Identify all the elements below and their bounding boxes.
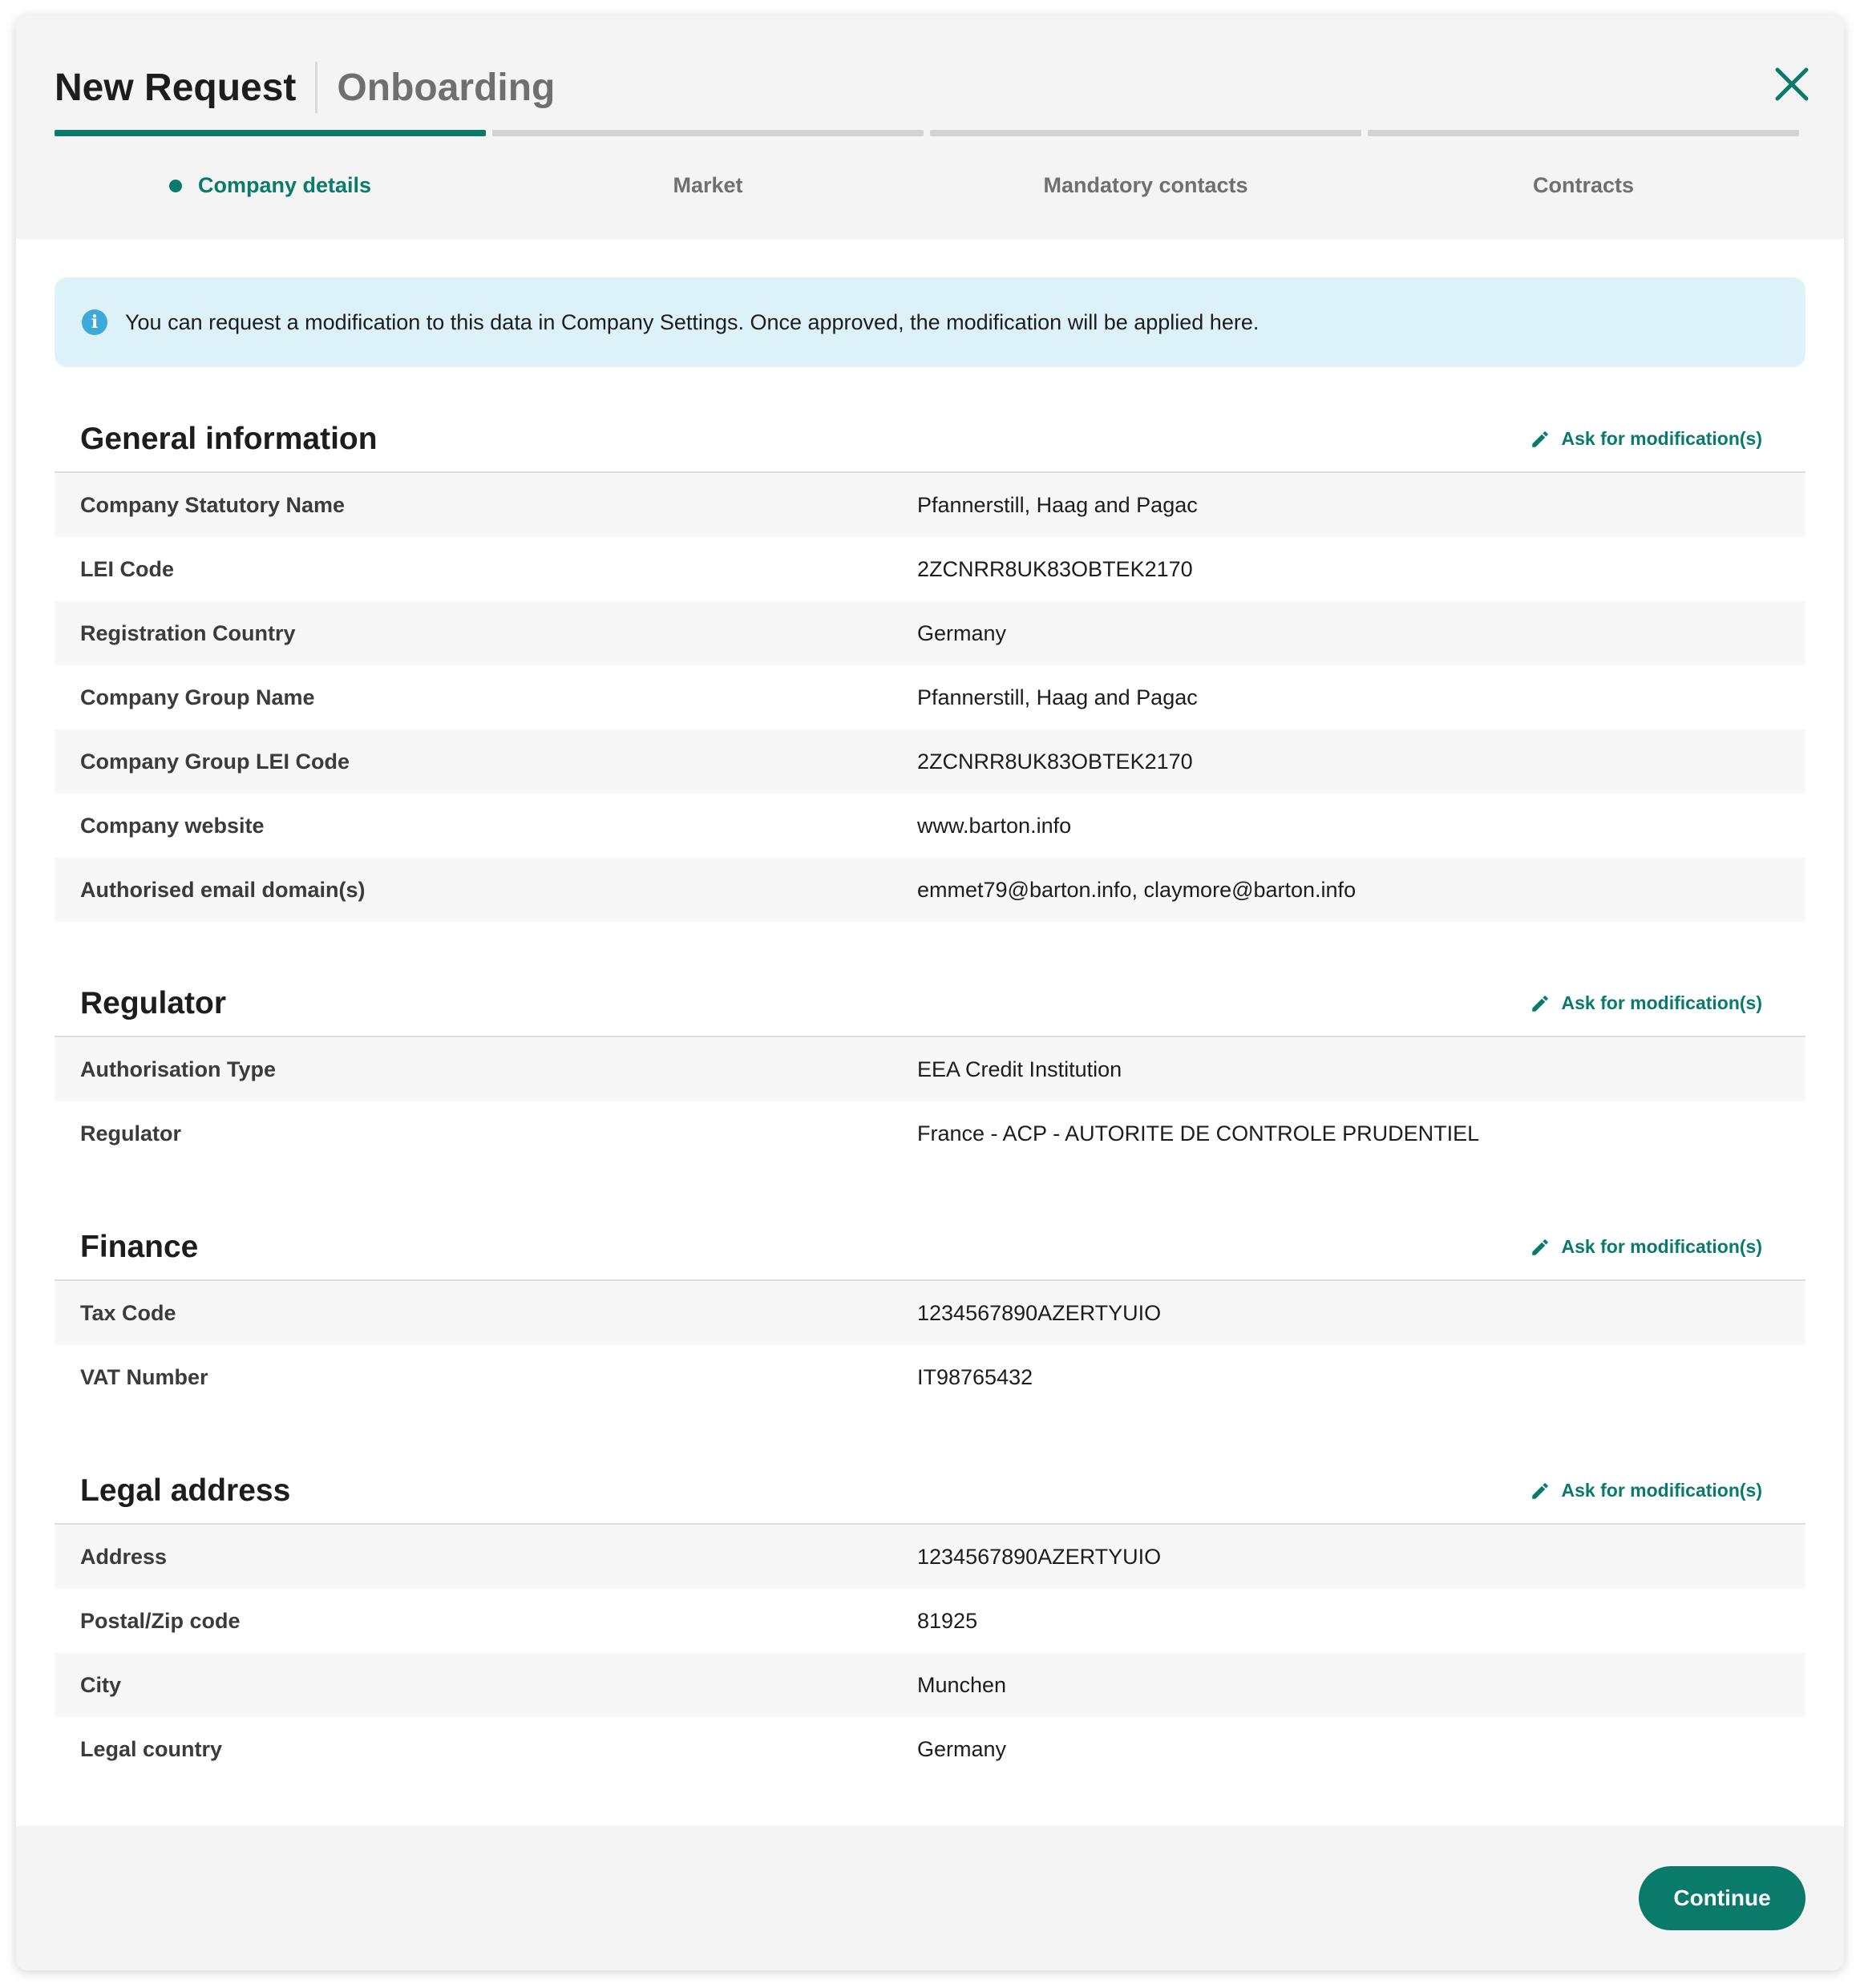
- section-title: Regulator: [80, 986, 227, 1020]
- field-value: Munchen: [917, 1672, 1007, 1697]
- field-row: [55, 1281, 1805, 1345]
- field-list: [55, 1525, 1805, 1781]
- field-value: France - ACP - AUTORITE DE CONTROLE PRUDENTIEL: [917, 1121, 1480, 1146]
- page-subtitle: Onboarding: [337, 66, 556, 109]
- pencil-icon: [1530, 1237, 1551, 1258]
- field-value: emmet79@barton.info, claymore@barton.info: [917, 877, 1357, 902]
- field-label: Authorised email domain(s): [80, 877, 366, 902]
- info-banner: [55, 277, 1805, 367]
- section-title: Finance: [80, 1230, 199, 1264]
- field-label: Company Group Name: [80, 685, 315, 709]
- ask-link-label: Ask for modification(s): [1561, 1236, 1762, 1257]
- field-label: Company website: [80, 813, 265, 838]
- field-list: [55, 1281, 1805, 1409]
- field-value: Germany: [917, 620, 1007, 645]
- pencil-icon: [1530, 429, 1551, 450]
- info-icon: i: [82, 309, 107, 335]
- field-value: www.barton.info: [917, 813, 1072, 838]
- field-row: [55, 794, 1805, 858]
- field-label: Registration Country: [80, 620, 296, 645]
- section-finance: [55, 1217, 1805, 1409]
- stepper-progress: [55, 130, 1799, 136]
- field-row: [55, 1101, 1805, 1166]
- section-title: Legal address: [80, 1473, 291, 1508]
- field-row: [55, 1717, 1805, 1781]
- field-label: Company Statutory Name: [80, 492, 346, 517]
- field-row: [55, 729, 1805, 794]
- ask-for-modification-link[interactable]: [1530, 1480, 1762, 1501]
- step-label: Market: [673, 173, 743, 197]
- modal-footer: [16, 1826, 1844, 1970]
- step-market[interactable]: [492, 173, 924, 198]
- onboarding-modal: [16, 16, 1844, 1970]
- field-row: [55, 1037, 1805, 1101]
- ask-link-label: Ask for modification(s): [1561, 428, 1762, 449]
- field-row: [55, 1653, 1805, 1717]
- field-value: Pfannerstill, Haag and Pagac: [917, 685, 1198, 709]
- field-row: [55, 601, 1805, 665]
- field-label: LEI Code: [80, 556, 175, 581]
- field-value: 2ZCNRR8UK83OBTEK2170: [917, 749, 1193, 774]
- field-row: [55, 665, 1805, 729]
- field-value: IT98765432: [917, 1364, 1033, 1389]
- step-mandatory-contacts[interactable]: [930, 173, 1361, 198]
- modal-body: [16, 239, 1844, 1810]
- field-label: City: [80, 1672, 122, 1697]
- field-value: EEA Credit Institution: [917, 1057, 1122, 1081]
- title-divider: [315, 62, 317, 113]
- field-value: 1234567890AZERTYUIO: [917, 1544, 1162, 1569]
- ask-for-modification-link[interactable]: [1530, 992, 1762, 1014]
- step-progress-segment: [1368, 130, 1799, 136]
- section-header: [55, 409, 1805, 473]
- close-icon: [1774, 67, 1809, 102]
- modal-header: [16, 16, 1844, 239]
- active-step-dot-icon: [169, 180, 182, 192]
- field-label: Legal country: [80, 1736, 223, 1761]
- ask-link-label: Ask for modification(s): [1561, 1480, 1762, 1501]
- section-header: [55, 1461, 1805, 1525]
- field-label: Address: [80, 1544, 168, 1569]
- stepper-labels: [55, 173, 1799, 198]
- title-row: [55, 51, 555, 123]
- ask-link-label: Ask for modification(s): [1561, 992, 1762, 1013]
- section-header: [55, 973, 1805, 1037]
- field-label: Company Group LEI Code: [80, 749, 350, 774]
- pencil-icon: [1530, 993, 1551, 1014]
- field-label: Regulator: [80, 1121, 182, 1146]
- page-title: New Request: [55, 66, 297, 109]
- field-value: 1234567890AZERTYUIO: [917, 1300, 1162, 1325]
- step-label: Contracts: [1532, 173, 1635, 197]
- step-label: Company details: [197, 173, 372, 197]
- field-value: 2ZCNRR8UK83OBTEK2170: [917, 556, 1193, 581]
- field-row: [55, 1589, 1805, 1653]
- pencil-icon: [1530, 1481, 1551, 1501]
- field-label: Tax Code: [80, 1300, 176, 1325]
- step-progress-segment: [492, 130, 924, 136]
- close-button[interactable]: [1764, 56, 1820, 112]
- step-company-details[interactable]: [55, 173, 486, 198]
- step-contracts[interactable]: [1368, 173, 1799, 198]
- field-row: [55, 537, 1805, 601]
- field-list: [55, 473, 1805, 922]
- section-header: [55, 1217, 1805, 1281]
- field-row: [55, 1345, 1805, 1409]
- field-list: [55, 1037, 1805, 1166]
- section-legal-address: [55, 1461, 1805, 1781]
- field-label: Postal/Zip code: [80, 1608, 241, 1633]
- section-regulator: [55, 973, 1805, 1166]
- field-label: VAT Number: [80, 1364, 208, 1389]
- field-label: Authorisation Type: [80, 1057, 277, 1081]
- step-progress-segment: [930, 130, 1361, 136]
- ask-for-modification-link[interactable]: [1530, 428, 1762, 450]
- field-row: [55, 858, 1805, 922]
- info-banner-text: You can request a modification to this data in Company Settings. Once approved, the modification will be applied here.: [125, 309, 1260, 334]
- field-value: Pfannerstill, Haag and Pagac: [917, 492, 1198, 517]
- field-row: [55, 1525, 1805, 1589]
- continue-button[interactable]: Continue: [1639, 1866, 1805, 1930]
- section-general-information: [55, 409, 1805, 922]
- step-progress-segment: [55, 130, 486, 136]
- field-row: [55, 473, 1805, 537]
- step-label: Mandatory contacts: [1043, 173, 1248, 197]
- field-value: 81925: [917, 1608, 978, 1633]
- section-title: General information: [80, 422, 378, 456]
- ask-for-modification-link[interactable]: [1530, 1236, 1762, 1258]
- field-value: Germany: [917, 1736, 1007, 1761]
